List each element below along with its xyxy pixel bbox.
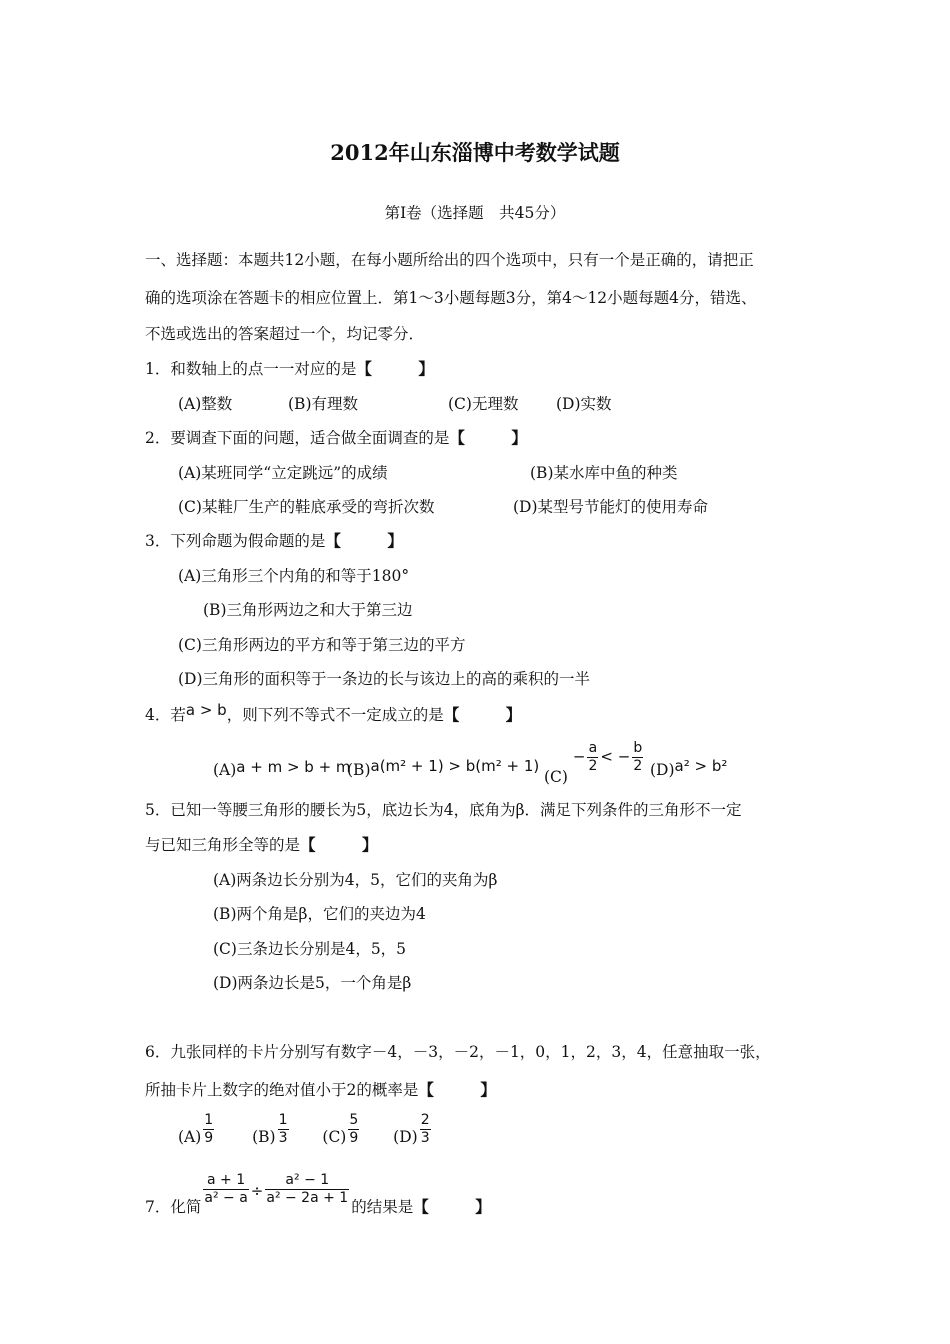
q5-option-c: (C)三条边长分别是4，5，5 (213, 940, 407, 958)
q3-option-a: (A)三角形三个内角的和等于180° (178, 567, 410, 585)
q2-option-b: (B)某水库中鱼的种类 (530, 464, 678, 482)
fraction-b-over-2: $\frac{b}{2}$ (633, 740, 643, 774)
instructions-line-2: 确的选项涂在答题卡的相应位置上．第1～3小题每题3分，第4～12小题每题4分，错选、 (145, 289, 757, 307)
q2-option-a: (A)某班同学“立定跳远”的成绩 (178, 464, 388, 482)
q1-option-d: (D)实数 (556, 395, 612, 413)
question-1-stem: 1．和数轴上的点一一对应的是【 】 (145, 359, 434, 378)
question-2-stem: 2．要调查下面的问题，适合做全面调查的是【 】 (145, 428, 527, 447)
question-7-stem: 7．化简 $\frac{a + 1}{\text{a² − a}}$ ÷ $\frac{\text{a² − 1}}{\text{a² − 2a + 1}}$ 的结果是【 】 (145, 1172, 491, 1216)
condition-expression: a > b (185, 701, 227, 719)
answer-bracket: 【 】 (325, 531, 403, 550)
q5-option-b: (B)两个角是β，它们的夹边为4 (213, 905, 426, 923)
answer-bracket: 【 】 (449, 428, 527, 447)
q6-option-d: (D) $\frac{2}{3}$ (393, 1112, 430, 1146)
q1-option-a: (A)整数 (178, 395, 233, 413)
question-5-stem-line-2: 与已知三角形全等的是【 】 (145, 835, 378, 854)
fraction-expression-1: $\frac{a + 1}{\text{a² − a}}$ (204, 1172, 248, 1206)
q4-option-c: (C) − $\frac{a}{2}$ < − $\frac{b}{2}$ (544, 740, 643, 786)
q2-option-d: (D)某型号节能灯的使用寿命 (513, 498, 709, 516)
q6-options (178, 1112, 433, 1147)
answer-bracket: 【 】 (413, 1196, 491, 1216)
q3-option-c: (C)三角形两边的平方和等于第三边的平方 (178, 636, 466, 654)
q4-b-expression: a(m² + 1) > b(m² + 1) (370, 757, 540, 775)
q4-option-d: (D)a² > b² (650, 757, 728, 779)
question-6-stem-line-2: 所抽卡片上数字的绝对值小于2的概率是【 】 (145, 1080, 496, 1099)
division-sign: ÷ (250, 1181, 264, 1200)
q4-option-a: (A)a + m > b + m (213, 758, 351, 779)
q4-a-expression: a + m > b + m (236, 758, 351, 776)
q6-option-a: (A) $\frac{1}{9}$ (178, 1112, 214, 1146)
instructions-line-3: 不选或选出的答案超过一个，均记零分． (145, 325, 425, 343)
q3-option-d: (D)三角形的面积等于一条边的长与该边上的高的乘积的一半 (178, 670, 591, 688)
q5-option-a: (A)两条边长分别为4，5，它们的夹角为β (213, 871, 498, 889)
page-title: 2012年山东淄博中考数学试题 (330, 140, 620, 165)
fraction-5-over-9: $\frac{5}{9}$ (349, 1112, 359, 1146)
question-3-stem: 3．下列命题为假命题的是【 】 (145, 531, 403, 550)
question-4-stem: 4．若a > b，则下列不等式不一定成立的是【 】 (145, 701, 522, 724)
q5-option-d: (D)两条边长是5，一个角是β (213, 974, 412, 992)
fraction-expression-2: $\frac{\text{a² − 1}}{\text{a² − 2a + 1}}$ (266, 1172, 349, 1206)
q4-option-b: (B)a(m² + 1) > b(m² + 1) (347, 757, 540, 779)
section-subtitle: 第Ⅰ卷（选择题 共45分） (384, 204, 566, 222)
q6-option-c: (C) $\frac{5}{9}$ (322, 1112, 359, 1146)
q6-option-b: (B) $\frac{1}{3}$ (252, 1112, 288, 1146)
answer-bracket: 【 】 (418, 1080, 496, 1099)
instructions-line-1: 一、选择题：本题共12小题，在每小题所给出的四个选项中，只有一个是正确的，请把正 (145, 251, 754, 269)
q1-option-c: (C)无理数 (448, 395, 519, 413)
fraction-1-over-9: $\frac{1}{9}$ (204, 1112, 214, 1146)
answer-bracket: 【 】 (356, 359, 434, 378)
q1-option-b: (B)有理数 (288, 395, 358, 413)
fraction-a-over-2: $\frac{a}{2}$ (588, 740, 598, 774)
answer-bracket: 【 】 (443, 705, 522, 724)
fraction-2-over-3: $\frac{2}{3}$ (420, 1112, 430, 1146)
question-6-stem-line-1: 6．九张同样的卡片分别写有数字－4，－3，－2，－1，0，1，2，3，4，任意抽取一张， (145, 1043, 771, 1061)
q4-d-expression: a² > b² (674, 757, 728, 775)
answer-bracket: 【 】 (300, 835, 378, 854)
fraction-1-over-3: $\frac{1}{3}$ (278, 1112, 288, 1146)
question-5-stem-line-1: 5．已知一等腰三角形的腰长为5，底边长为4，底角为β．满足下列条件的三角形不一定 (145, 801, 742, 819)
q2-option-c: (C)某鞋厂生产的鞋底承受的弯折次数 (178, 498, 435, 516)
q3-option-b: (B)三角形两边之和大于第三边 (203, 601, 413, 619)
